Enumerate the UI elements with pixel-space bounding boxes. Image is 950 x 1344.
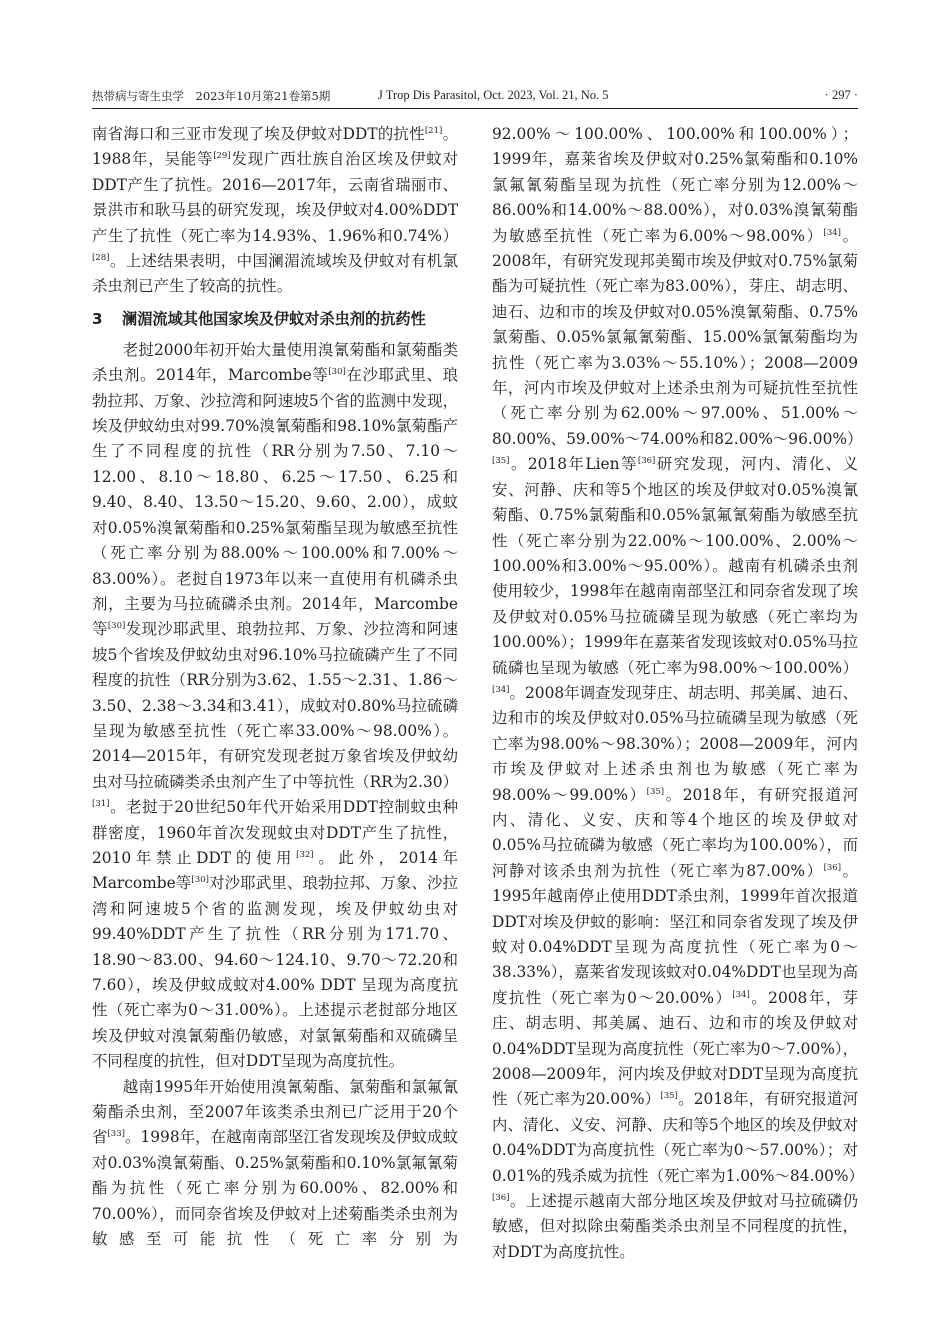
right-column: [492, 122, 864, 1265]
citation-ref: [33]: [107, 1129, 125, 1140]
text-run: 南省海口和三亚市发现了埃及伊蚊对DDT的抗性: [92, 125, 425, 143]
text-run: 。2018年Lien等: [509, 455, 638, 474]
section-number: 3: [92, 309, 103, 328]
text-run: 。上述结果表明，中国澜湄流域埃及伊蚊对有机氯杀虫剂已产生了较高的抗性。: [92, 252, 458, 296]
page-number: · 297 ·: [824, 88, 858, 102]
paragraph: [492, 122, 864, 1265]
left-column: [92, 122, 458, 1252]
citation-ref: [30]: [191, 875, 209, 886]
citation-ref: [36]: [492, 1193, 510, 1204]
journal-name-english: J Trop Dis Parasitol, Oct. 2023, Vol. 21, No. 5: [378, 88, 609, 102]
text-run: 越南1995年开始使用溴氰菊酯、氯菊酯和氯氟氰菊酯杀虫剂，至2007年该类杀虫剂已广泛用于20个省: [92, 1077, 458, 1147]
text-run: 。此外，2014年Marcombe等: [92, 848, 458, 893]
text-run: 。上述提示越南大部分地区埃及伊蚊对马拉硫磷仍敏感，但对拟除虫菊酯类杀虫剂呈不同程度的抗性，对DDT为高度抗性。: [492, 1192, 858, 1261]
text-run: 。2008年，芽庄、胡志明、邦美属、迪石、边和市的埃及伊蚊对0.04%DDT呈现为高度抗性（死亡率为0～7.00%），2008—2009年，河内埃及伊蚊对DDT呈现为高度抗性（死亡率为20.00%）: [492, 988, 858, 1109]
text-run: 。1988年，吴能等: [92, 125, 458, 169]
citation-ref: [21]: [424, 126, 443, 136]
text-run: 发现沙耶武里、琅勃拉邦、万象、沙拉湾和阿速坡5个省埃及伊蚊幼虫对96.10%马拉硫磷产生了不同程度的抗性（RR分别为3.62、1.55～2.31、1.86～3.50、2.38～3.34和3.41），成蚊对0.80%马拉硫磷呈现为敏感至抗性（死亡率33.00%～98.00%）。2014—2015年，有研究发现老挝万象省埃及伊蚊幼虫对马拉硫磷类杀虫剂产生了中等抗性（RR为2.30）: [92, 620, 458, 791]
citation-ref: [34]: [823, 227, 841, 238]
text-run: 在沙耶武里、琅勃拉邦、万象、沙拉湾和阿速坡5个省的监测中发现，埃及伊蚊幼虫对99.70%溴氰菊酯和98.10%氯菊酯产生了不同程度的抗性（RR分别为7.50、7.10～12.00、8.10～18.80、6.25～17.50、6.25和9.40、8.40、13.50～15.20、9.60、2.00），成蚊对0.05%溴氰菊酯和0.25%氯菊酯呈现为敏感至抗性（死亡率分别为88.00%～100.00%和7.00%～83.00%）。老挝自1973年以来一直使用有机磷杀虫剂，主要为马拉硫磷杀虫剂。2014年，Marcombe等: [92, 366, 458, 639]
paragraph: [92, 1075, 458, 1253]
citation-ref: [35]: [646, 786, 665, 797]
text-run: 。1998年，在越南南部坚江省发现埃及伊蚊成蚊对0.03%溴氰菊酯、0.25%氯菊酯和0.10%氯氟氰菊酯为抗性（死亡率分别为60.00%、82.00%和70.00%），而同奈省埃及伊蚊对上述菊酯类杀虫剂为敏感至可能抗性（死亡率分别为: [92, 1128, 458, 1249]
text-run: 。2008年调查发现芽庄、胡志明、邦美属、迪石、边和市的埃及伊蚊对0.05%马拉硫磷呈现为敏感（死亡率为98.00%～98.30%）；2008—2009年，河内市埃及伊蚊对上述杀虫剂也为敏感（死亡率为98.00%～99.00%）: [492, 683, 858, 804]
text-run: 92.00%～100.00%、100.00%和100.00%）；1999年，嘉莱省埃及伊蚊对0.25%氯菊酯和0.10%氯氟氰菊酯呈现为抗性（死亡率分别为12.00%～86.00%和14.00%～88.00%），对0.03%溴氰菊酯为敏感至抗性（死亡率为6.00%～98.00%）: [492, 125, 858, 245]
text-run: 。1995年越南停止使用DDT杀虫剂，1999年首次报道DDT对埃及伊蚊的影响：坚江和同奈省发现了埃及伊蚊对0.04%DDT呈现为高度抗性（死亡率为0～38.33%），嘉莱省发现该蚊对0.04%DDT也呈现为高度抗性（死亡率为0～20.00%）: [492, 861, 858, 1007]
citation-ref: [30]: [328, 367, 346, 378]
paragraph: [92, 122, 458, 300]
paragraph: [92, 338, 458, 1075]
citation-ref: [35]: [492, 456, 510, 467]
citation-ref: [35]: [660, 1091, 678, 1102]
journal-name-chinese: 热带病与寄生虫学 2023年10月第21卷第5期: [92, 89, 331, 103]
text-run: 。2018年，有研究报道河内、清化、义安、庆和等4个地区的埃及伊蚊对0.05%马拉硫磷为敏感（死亡率均为100.00%），而河静对该杀虫剂为抗性（死亡率为87.00%）: [492, 785, 858, 880]
section-heading: [92, 306, 458, 332]
text-run: 发现广西壮族自治区埃及伊蚊对DDT产生了抗性。2016—2017年，云南省瑞丽市、景洪市和耿马县的研究发现，埃及伊蚊对4.00%DDT产生了抗性（死亡率为14.93%、1.96%和0.74%）: [92, 150, 458, 245]
citation-ref: [36]: [823, 862, 842, 873]
citation-ref: [34]: [732, 989, 750, 1000]
text-run: 。老挝于20世纪50年代开始采用DDT控制蚊虫种群密度，1960年首次发现蚊虫对DDT产生了抗性，2010年禁止DDT的使用: [92, 798, 458, 867]
page-header: [92, 86, 858, 109]
citation-ref: [31]: [92, 799, 110, 810]
text-run: 。2018年，有研究报道河内、清化、义安、河静、庆和等5个地区的埃及伊蚊对0.04%DDT为高度抗性（死亡率为0～57.00%）；对0.01%的残杀威为抗性（死亡率为1.00%～84.00%）: [492, 1090, 864, 1185]
citation-ref: [36]: [637, 456, 656, 467]
citation-ref: [30]: [107, 621, 126, 632]
citation-ref: [32]: [296, 849, 314, 860]
text-run: 研究发现，河内、清化、义安、河静、庆和等5个地区的埃及伊蚊对0.05%溴氰菊酯、0.75%氯菊酯和0.05%氯氟氰菊酯为敏感至抗性（死亡率分别为22.00%～100.00%、2.00%～100.00%和3.00%～95.00%）。越南有机磷杀虫剂使用较少，1998年在越南南部坚江和同奈省发现了埃及伊蚊对0.05%马拉硫磷呈现为敏感（死亡率均为100.00%）；1999年在嘉莱省发现该蚊对0.05%马拉硫磷也呈现为敏感（死亡率为98.00%～100.00%）: [492, 455, 858, 677]
citation-ref: [29]: [213, 151, 231, 162]
text-run: 对沙耶武里、琅勃拉邦、万象、沙拉湾和阿速坡5个省的监测发现，埃及伊蚊幼虫对99.40%DDT产生了抗性（RR分别为171.70、18.90～83.00、94.60～124.10、9.70～72.20和7.60），埃及伊蚊成蚊对4.00% DDT 呈现为高度抗性（死亡率为0～31.00%）。上述提示老挝部分地区埃及伊蚊对溴氰菊酯仍敏感，对氯氰菊酯和双硫磷呈不同程度的抗性，但对DDT呈现为高度抗性。: [92, 874, 458, 1071]
text-run: 。2008年，有研究发现邦美蜀市埃及伊蚊对0.75%氯菊酯为可疑抗性（死亡率为83.00%），芽庄、胡志明、迪石、边和市的埃及伊蚊对0.05%溴氰菊酯、0.75%氯菊酯、0.05%氯氟氰菊酯、15.00%氯氰菊酯均为抗性（死亡率为3.03%～55.10%）；2008—2009年，河内市埃及伊蚊对上述杀虫剂为可疑抗性至抗性（死亡率分别为62.00%～97.00%、51.00%～80.00%、59.00%～74.00%和82.00%～96.00%）: [492, 226, 863, 448]
citation-ref: [34]: [492, 684, 510, 695]
citation-ref: [28]: [92, 253, 110, 264]
text-run: 老挝2000年初开始大量使用溴氰菊酯和氯菊酯类杀虫剂。2014年，Marcombe等: [92, 340, 458, 385]
section-title: 澜湄流域其他国家埃及伊蚊对杀虫剂的抗药性: [122, 309, 426, 328]
